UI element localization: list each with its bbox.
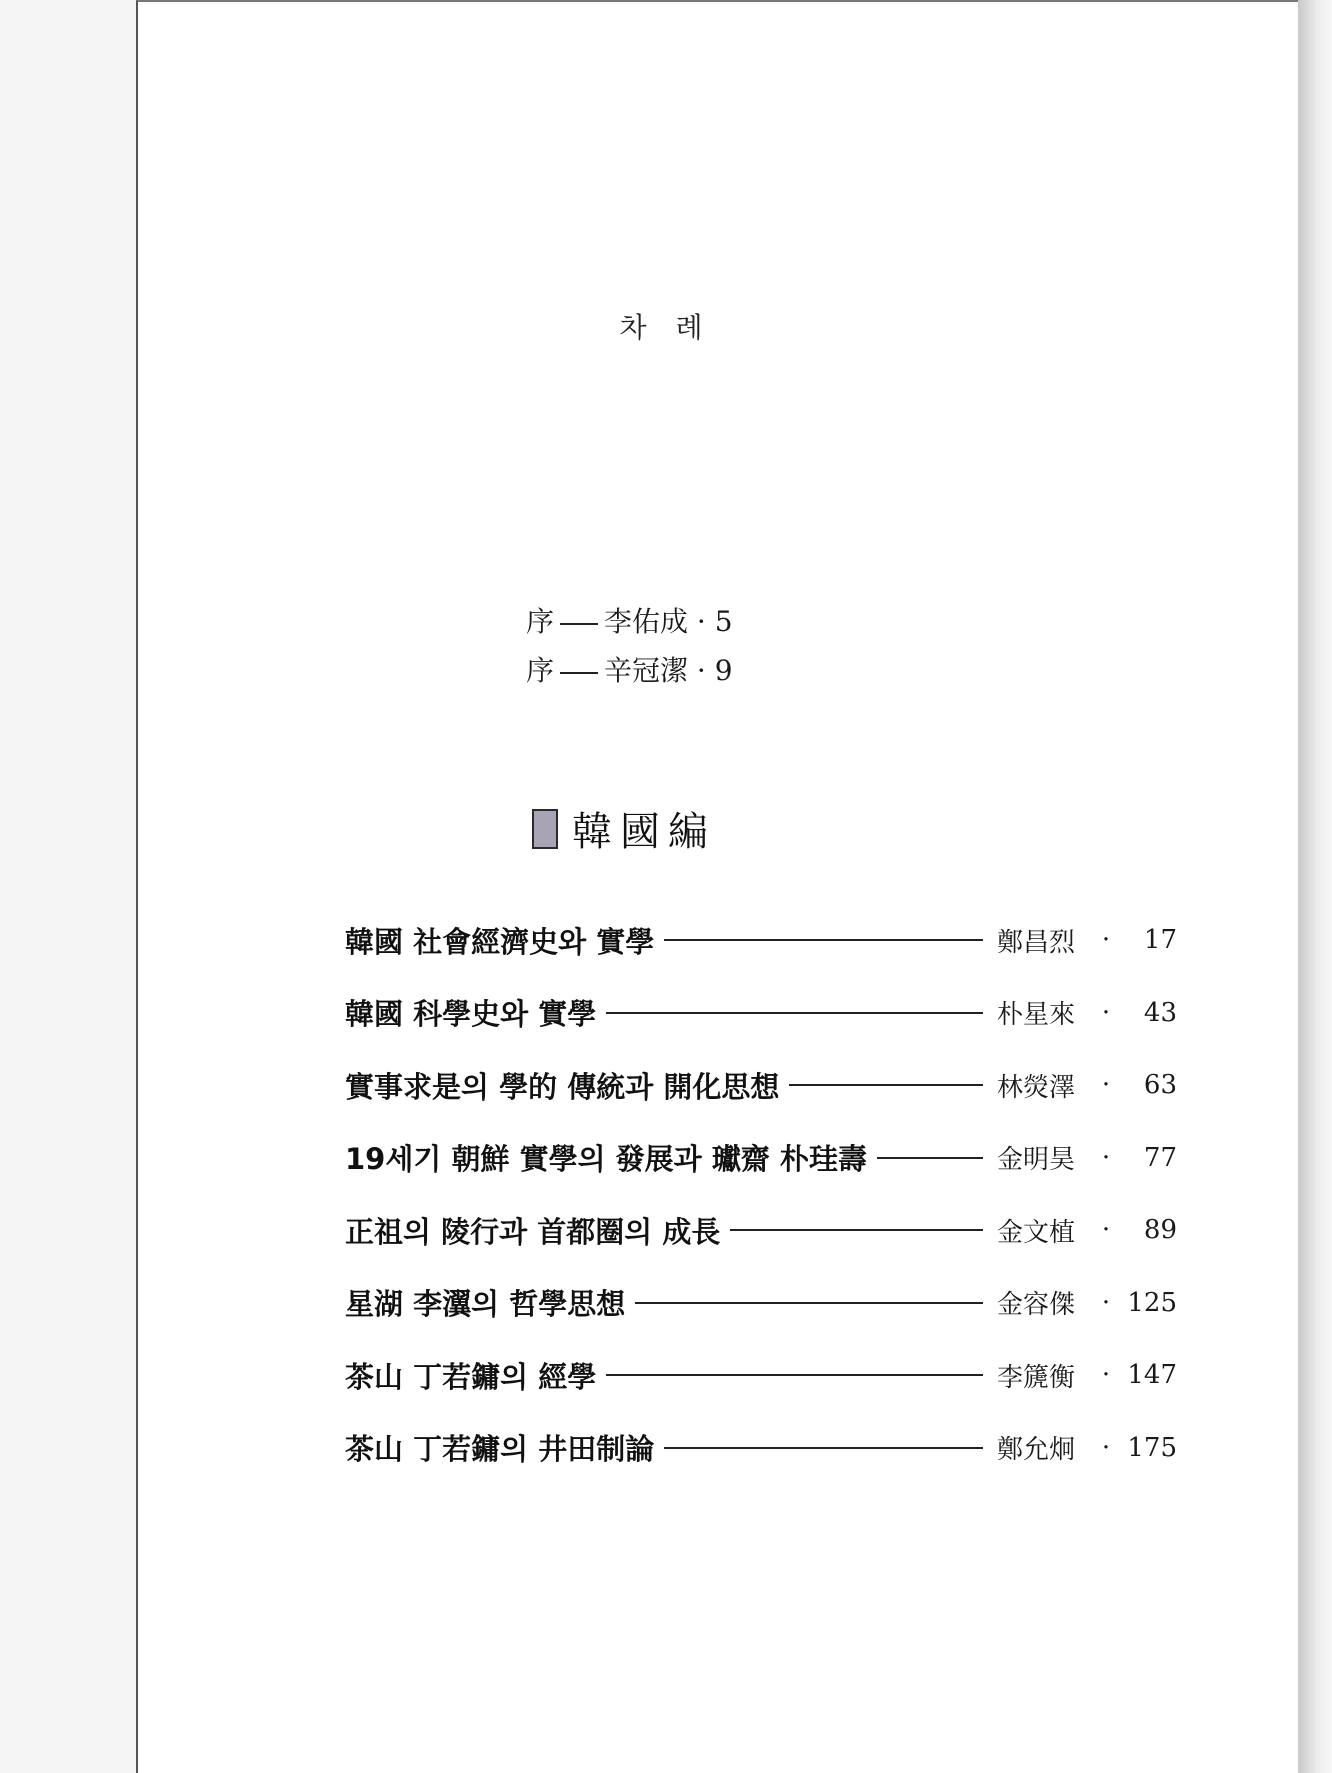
toc-entry-page: 147 bbox=[1127, 1360, 1177, 1391]
toc-separator-dot: · bbox=[1101, 1432, 1111, 1463]
preface-page: 9 bbox=[714, 654, 733, 687]
toc-entry-author: 金文植 bbox=[997, 1217, 1076, 1248]
toc-entry-author: 林熒澤 bbox=[997, 1072, 1076, 1103]
toc-leader-line bbox=[730, 1229, 983, 1231]
toc-entry-title: 19세기 朝鮮 實學의 發展과 瓛齋 朴珪壽 bbox=[345, 1142, 867, 1177]
page-edge-shadow bbox=[1298, 0, 1332, 1773]
book-page bbox=[136, 0, 1298, 1773]
toc-entry[interactable] bbox=[345, 904, 1177, 977]
toc-leader-line bbox=[789, 1084, 983, 1086]
preface-dash bbox=[560, 672, 598, 674]
section-title: 韓國編 bbox=[572, 809, 716, 855]
toc-entry-title: 茶山 丁若鏞의 井田制論 bbox=[345, 1432, 655, 1467]
toc-entry-page: 43 bbox=[1143, 997, 1177, 1028]
toc-entry-title: 韓國 社會經濟史와 實學 bbox=[345, 924, 655, 959]
preface-label: 序 bbox=[526, 654, 555, 687]
toc-separator-dot: · bbox=[1101, 925, 1111, 956]
preface-author: 辛冠潔 bbox=[604, 654, 689, 687]
toc-entry-title: 韓國 科學史와 實學 bbox=[345, 997, 597, 1032]
toc-entry-title: 茶山 丁若鏞의 經學 bbox=[345, 1359, 597, 1394]
toc-separator-dot: · bbox=[1101, 1070, 1111, 1101]
toc-entry-author: 李篪衡 bbox=[997, 1362, 1076, 1393]
preface-author: 李佑成 bbox=[604, 605, 689, 638]
toc-entry-page: 63 bbox=[1143, 1070, 1177, 1101]
toc-entry[interactable] bbox=[345, 1194, 1177, 1267]
toc-leader-line bbox=[635, 1302, 983, 1304]
section-heading bbox=[532, 800, 716, 857]
toc-entry[interactable] bbox=[345, 1412, 1177, 1485]
toc-entry-author: 朴星來 bbox=[997, 1000, 1076, 1031]
toc-entry-page: 17 bbox=[1143, 925, 1177, 956]
toc-separator-dot: · bbox=[1101, 1142, 1111, 1173]
page-title: 차 례 bbox=[619, 311, 713, 344]
toc-entry[interactable] bbox=[345, 1339, 1177, 1412]
toc-entry-title: 星湖 李瀷의 哲學思想 bbox=[345, 1287, 626, 1322]
toc-entry-page: 125 bbox=[1127, 1287, 1177, 1318]
preface-dash bbox=[560, 623, 598, 625]
toc-entry-author: 鄭昌烈 bbox=[997, 927, 1076, 958]
toc-leader-line bbox=[664, 1447, 983, 1449]
preface-line-2: 序 辛冠潔 · 9 bbox=[526, 654, 733, 687]
toc-entry-author: 鄭允炯 bbox=[997, 1435, 1076, 1466]
preface-label: 序 bbox=[526, 605, 555, 638]
toc-leader-line bbox=[664, 939, 983, 941]
toc-separator-dot: · bbox=[1101, 1360, 1111, 1391]
toc-list bbox=[345, 904, 1177, 1484]
toc-entry-title: 實事求是의 學的 傳統과 開化思想 bbox=[345, 1069, 780, 1104]
toc-entry-title: 正祖의 陵行과 首都圈의 成長 bbox=[345, 1214, 721, 1249]
preface-page: 5 bbox=[714, 605, 733, 638]
toc-leader-line bbox=[606, 1012, 983, 1014]
toc-entry-author: 金容傑 bbox=[997, 1290, 1076, 1321]
toc-leader-line bbox=[877, 1157, 983, 1159]
toc-separator-dot: · bbox=[1101, 1287, 1111, 1318]
toc-entry[interactable] bbox=[345, 1267, 1177, 1340]
toc-entry[interactable] bbox=[345, 1122, 1177, 1195]
preface-line-1: 序 李佑成 · 5 bbox=[526, 605, 733, 638]
toc-separator-dot: · bbox=[1101, 997, 1111, 1028]
toc-separator-dot: · bbox=[1101, 1215, 1111, 1246]
toc-entry-author: 金明昊 bbox=[997, 1145, 1076, 1176]
toc-entry[interactable] bbox=[345, 977, 1177, 1050]
toc-entry-page: 175 bbox=[1127, 1432, 1177, 1463]
toc-entry[interactable] bbox=[345, 1049, 1177, 1122]
toc-entry-page: 77 bbox=[1143, 1142, 1177, 1173]
section-marker-icon bbox=[532, 809, 558, 849]
toc-entry-page: 89 bbox=[1143, 1215, 1177, 1246]
toc-leader-line bbox=[606, 1374, 983, 1376]
